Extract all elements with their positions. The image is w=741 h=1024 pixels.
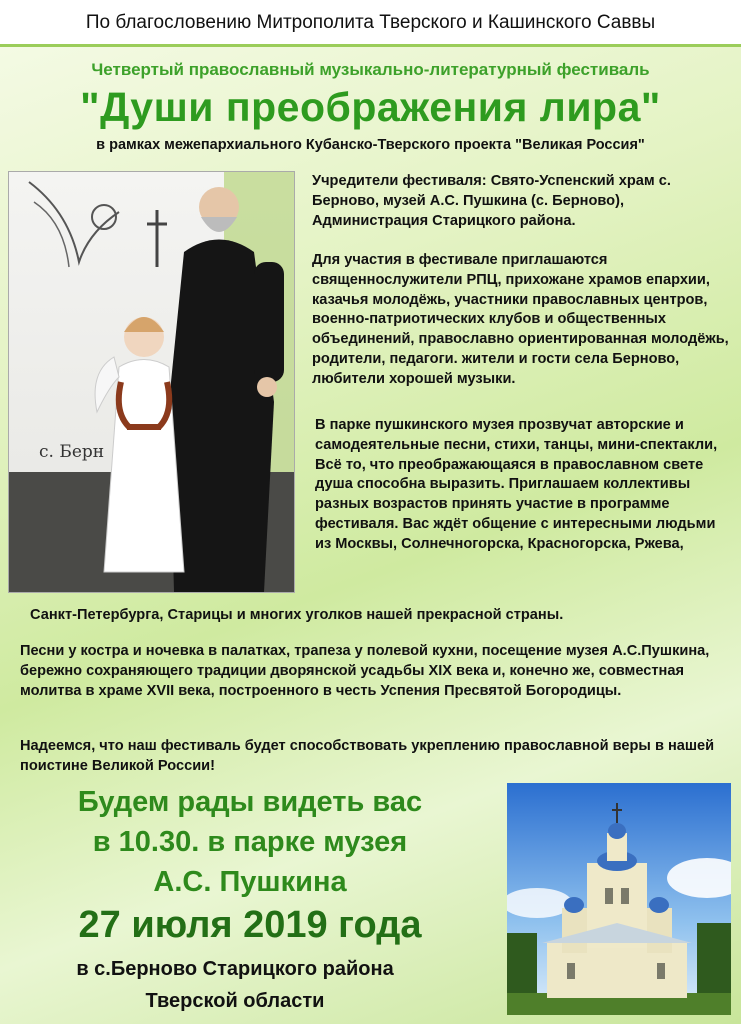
church-photo [507,783,731,1015]
invite-line-3: А.С. Пушкина [153,866,347,898]
participants-paragraph: Для участия в фестивале приглашаются священнослужители РПЦ, прихожане храмов епархии, казачья молодёжь, участники православных центров, военно-патриотических клубов и общественных объединений, православно ориентированная молодёжь, родители, педагоги. жители и гости села Берново, любители хорошей музыки. [312,252,729,387]
invite-line-1: Будем рады видеть вас [77,786,423,818]
hope-paragraph: Надеемся, что наш фестиваль будет способствовать укреплению православной веры в нашей поистине Великой России! [20,738,715,774]
festival-title: "Души преображения лира" [80,84,661,130]
blessing-header [0,0,741,47]
program-continuation: Санкт-Петербурга, Старицы и многих уголков нашей прекрасной страны. [30,607,564,623]
festival-photo [8,171,295,593]
activities-paragraph: Песни у костра и ночевка в палатках, трапеза у полевой кухни, посещение музея А.С.Пушкина, бережно сохраняющего традиции дворянской усадьбы XIX века и, конечно же, совместная молитва в храме XVII века, построенного в честь Успения Пресвятой Богородицы. [20,643,710,699]
invite-place-2: Тверской области [145,990,325,1012]
invite-line-2: в 10.30. в парке музея [92,826,408,858]
program-paragraph: В парке пушкинского музея прозвучат авторские и самодеятельные песни, стихи, танцы, мини-спектакли, Всё то, что преображающаяся в православном свете душа способна выразить. Приглашаем коллективы разных возрастов принять участие в программе фестиваля. Вас ждёт общение с интересными людьми из Москвы, Солнечногорска, Красногорска, Ржева, [315,417,718,552]
blessing-text: По благословению Митрополита Тверского и Кашинского Саввы [85,12,656,33]
church-illustration [507,783,731,1015]
festival-subtitle: Четвертый православный музыкально-литературный фестиваль [91,60,650,79]
project-line: в рамках межепархиального Кубанско-Тверского проекта "Великая Россия" [96,137,645,153]
priest-and-child-illustration [9,172,294,592]
founders-paragraph: Учредители фестиваля: Свято-Успенский храм с. Берново, музей А.С. Пушкина (с. Берново), Администрация Старицкого района. [312,173,671,229]
sign-text: с. Берн [39,442,105,462]
invite-date: 27 июля 2019 года [78,904,422,946]
invite-place-1: в с.Берново Старицкого района [76,958,394,980]
